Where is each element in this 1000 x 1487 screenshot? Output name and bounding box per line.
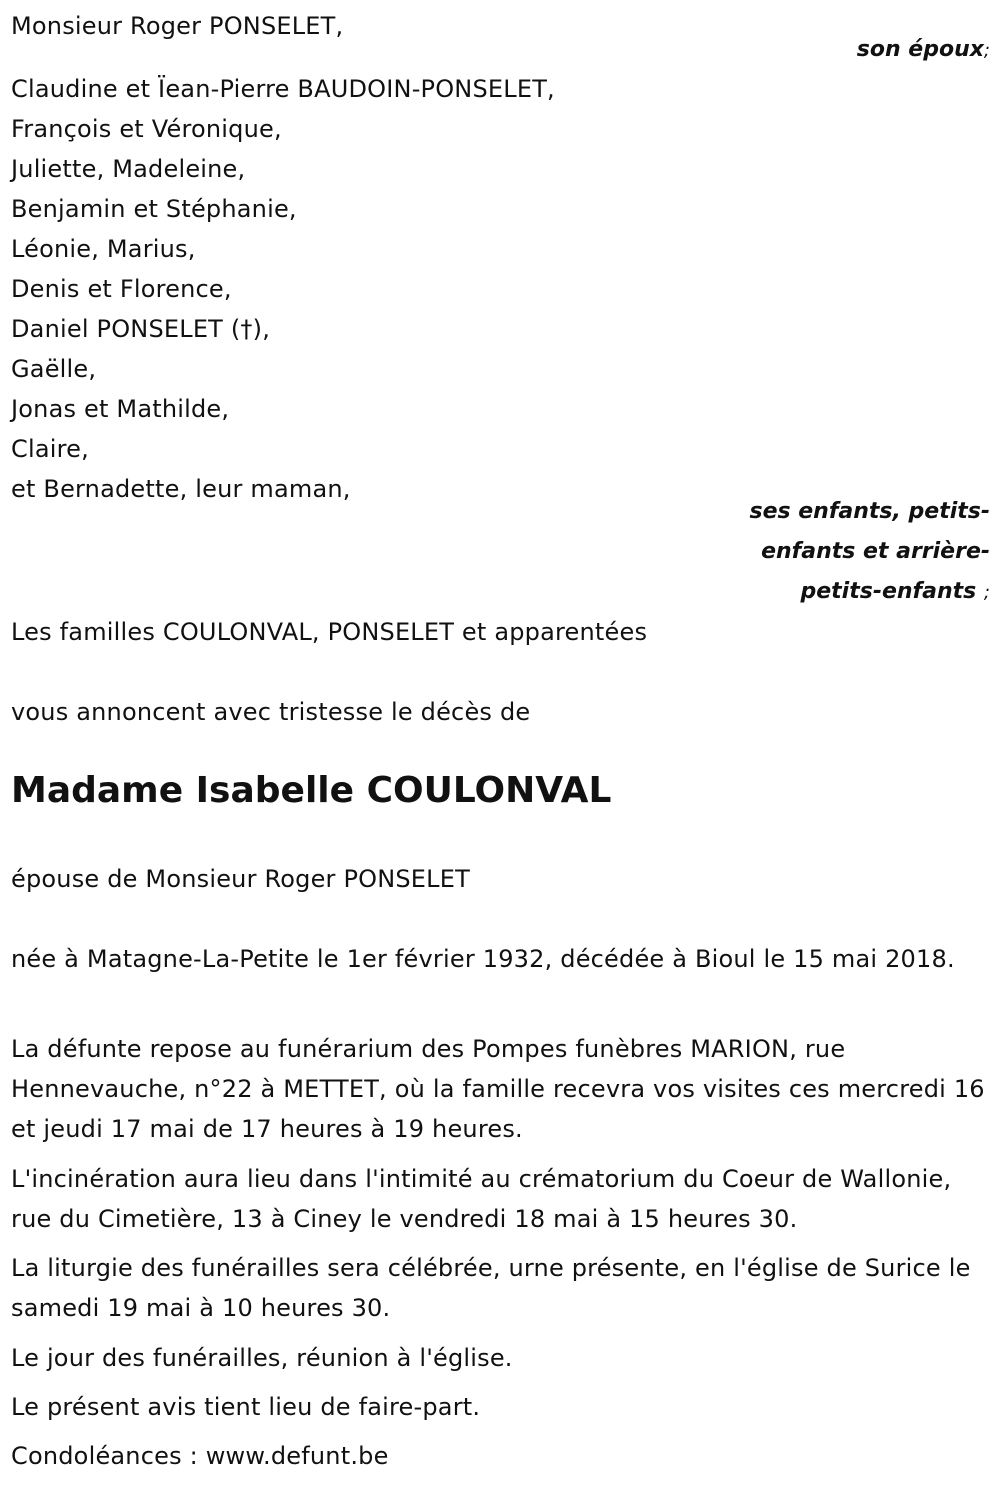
- child-line: Claudine et Ïean-Pierre BAUDOIN-PONSELET,: [11, 75, 555, 103]
- spouse-label-sep: ;: [983, 40, 990, 61]
- families-line: Les familles COULONVAL, PONSELET et apparentées: [11, 618, 648, 646]
- child-line: Gaëlle,: [11, 355, 97, 383]
- children-label-line3: [801, 572, 991, 613]
- funeral-home-paragraph: La défunte repose au funérarium des Pompes funèbres MARION, rue Hennevauche, n°22 à METTET, où la famille recevra vos visites ces mercredi 16 et jeudi 17 mai de 17 heures à 19 heures.: [11, 1035, 985, 1143]
- children-label-line1: ses enfants, petits-: [749, 499, 990, 524]
- notice-paragraph: Le présent avis tient lieu de faire-part.: [11, 1393, 481, 1421]
- meeting-paragraph: Le jour des funérailles, réunion à l'église.: [11, 1344, 513, 1372]
- cremation-paragraph: L'incinération aura lieu dans l'intimité au crématorium du Coeur de Wallonie, rue du Cimetière, 13 à Ciney le vendredi 18 mai à 15 heures 30.: [11, 1165, 952, 1233]
- header-line: Monsieur Roger PONSELET,: [11, 12, 344, 40]
- condolences-paragraph: Condoléances : www.defunt.be: [11, 1442, 389, 1470]
- children-label-text: petits-enfants: [800, 579, 977, 604]
- child-line: Léonie, Marius,: [11, 235, 196, 263]
- children-label-sep: ;: [983, 582, 990, 603]
- spouse-label-text: son époux: [856, 37, 984, 62]
- deceased-name: Madame Isabelle COULONVAL: [11, 770, 612, 811]
- child-line: Denis et Florence,: [11, 275, 232, 303]
- child-line: Jonas et Mathilde,: [11, 395, 230, 423]
- child-line: Benjamin et Stéphanie,: [11, 195, 297, 223]
- child-line: et Bernadette, leur maman,: [11, 475, 351, 503]
- child-line: Daniel PONSELET (†),: [11, 315, 271, 343]
- spouse-label: [857, 30, 990, 71]
- announce-line: vous annoncent avec tristesse le décès de: [11, 698, 531, 726]
- liturgy-paragraph: La liturgie des funérailles sera célébrée, urne présente, en l'église de Surice le samedi 19 mai à 10 heures 30.: [11, 1254, 971, 1322]
- child-line: François et Véronique,: [11, 115, 282, 143]
- spouse-of-line: épouse de Monsieur Roger PONSELET: [11, 865, 470, 893]
- child-line: Claire,: [11, 435, 89, 463]
- birth-death-paragraph: née à Matagne-La-Petite le 1er février 1932, décédée à Bioul le 15 mai 2018.: [11, 945, 955, 973]
- children-label-line2: enfants et arrière-: [761, 539, 990, 564]
- child-line: Juliette, Madeleine,: [11, 155, 246, 183]
